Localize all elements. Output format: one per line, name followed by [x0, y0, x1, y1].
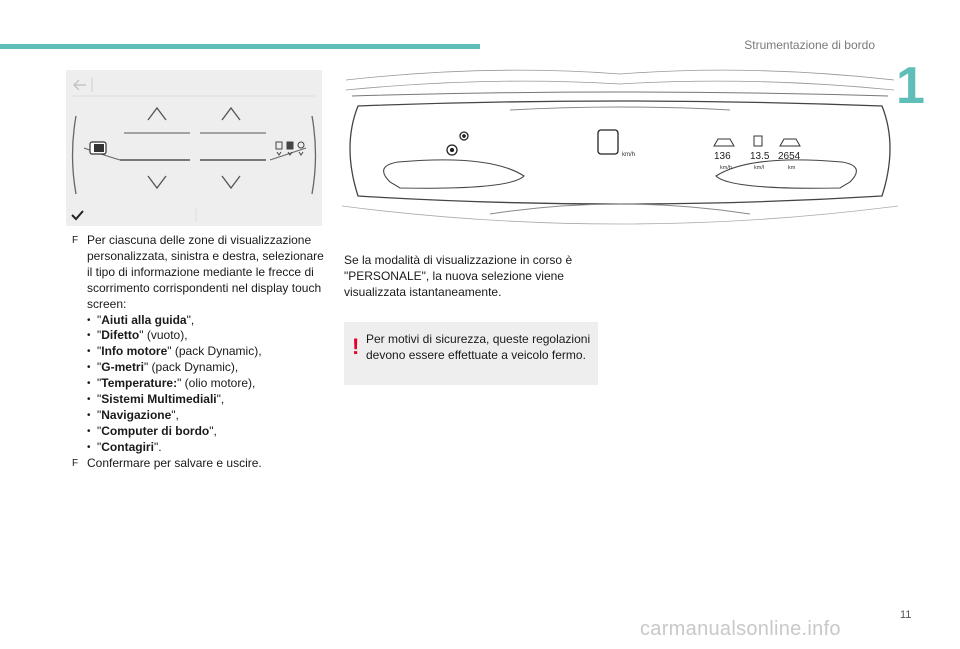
trip-value-3: 2654	[778, 151, 801, 162]
instruction-outro	[72, 456, 332, 472]
list-item: • "Info motore" (pack Dynamic),	[87, 344, 262, 359]
arrow-marker: F	[72, 457, 79, 469]
touchscreen-illustration	[66, 70, 322, 226]
trip-unit-2: km/l	[754, 165, 765, 171]
instructions-list	[72, 233, 332, 472]
warning-icon: !	[352, 334, 360, 359]
back-arrow-icon	[74, 80, 86, 90]
list-item: • "Aiuti alla guida",	[87, 312, 195, 327]
list-item: • "Temperature:" (olio motore),	[87, 376, 256, 391]
chevron-up-icon	[148, 108, 240, 120]
list-item: • "Contagiri".	[87, 439, 162, 454]
trip-unit-3: km	[788, 165, 796, 171]
arrow-marker: F	[72, 235, 79, 246]
watermark: carmanualsonline.info	[640, 618, 841, 640]
header-accent-bar	[0, 44, 480, 49]
chevron-down-icon	[148, 176, 240, 188]
instruction-intro-text: Per ciascuna delle zone di visualizzazione personalizzata, sinistra e destra, selezionare il tipo di informazione mediante le frecce di scorrimento corrispondenti nel display touch screen:	[87, 233, 324, 311]
battery-icon	[90, 142, 106, 154]
chapter-number: 1	[896, 57, 925, 115]
list-item: • "Sistemi Multimediali",	[87, 392, 225, 407]
trip-value-1: 136	[714, 151, 731, 162]
warning-box	[344, 322, 598, 385]
page-number: 11	[900, 609, 912, 621]
instrument-cluster-illustration	[340, 66, 900, 232]
mode-note: Se la modalità di visualizzazione in corso è "PERSONALE", la nuova selezione viene visualizzata istantaneamente.	[344, 253, 573, 299]
option-list	[72, 313, 332, 456]
header-title: Strumentazione di bordo	[744, 38, 875, 52]
warning-text: Per motivi di sicurezza, queste regolazioni devono essere effettuate a veicolo fermo.	[366, 332, 591, 362]
car-icon	[714, 139, 800, 146]
list-item: • "Navigazione",	[87, 407, 179, 422]
list-item: • "G-metri" (pack Dynamic),	[87, 360, 239, 375]
trip-value-2: 13.5	[750, 151, 770, 162]
list-item: • "Computer di bordo",	[87, 423, 217, 438]
speed-display	[598, 130, 618, 154]
speed-unit: km/h	[622, 152, 636, 158]
gears-icon	[447, 132, 468, 155]
list-item: • "Difetto" (vuoto),	[87, 328, 188, 343]
trip-unit-1: km/h	[720, 165, 732, 171]
instruction-intro	[72, 233, 332, 313]
fuel-icon	[754, 136, 762, 146]
instruction-outro-text: Confermare per salvare e uscire.	[87, 455, 262, 470]
check-icon	[72, 211, 83, 219]
